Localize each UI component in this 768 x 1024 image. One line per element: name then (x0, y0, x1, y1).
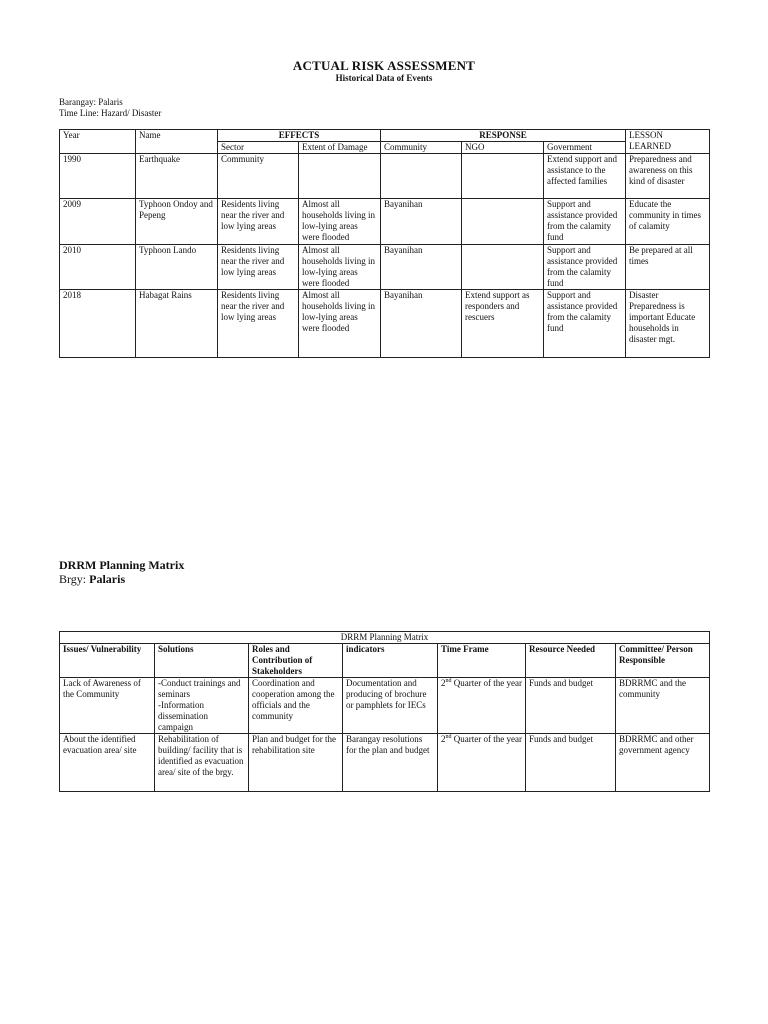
cell-government: Support and assistance provided from the calamity fund (544, 245, 626, 290)
table-row (60, 245, 710, 290)
page-subtitle: Historical Data of Events (335, 73, 433, 83)
header-ngo: NGO (462, 142, 544, 154)
cell-name: Habagat Rains (136, 290, 218, 358)
cell-government: Extend support and assistance to the affected families (544, 154, 626, 199)
cell-timeframe (438, 734, 526, 792)
cell-solutions: -Conduct trainings and seminars -Information dissemination campaign (155, 678, 249, 734)
cell-government: Support and assistance provided from the calamity fund (544, 290, 626, 358)
timeframe-number: 2 (441, 678, 446, 688)
cell-extent (299, 154, 381, 199)
header-name: Name (136, 130, 218, 154)
cell-extent: Almost all households living in low-lying areas were flooded (299, 245, 381, 290)
cell-roles: Plan and budget for the rehabilitation site (249, 734, 343, 792)
cell-lesson: Preparedness and awareness on this kind of disaster (626, 154, 710, 199)
page-title: ACTUAL RISK ASSESSMENT (292, 58, 476, 73)
header-roles: Roles and Contribution of Stakeholders (249, 644, 343, 678)
table-row (60, 734, 710, 792)
cell-name: Typhoon Lando (136, 245, 218, 290)
header-lesson: LESSON LEARNED (626, 130, 710, 154)
cell-sector: Residents living near the river and low lying areas (218, 199, 299, 245)
cell-resource: Funds and budget (526, 734, 616, 792)
header-resource: Resource Needed (526, 644, 616, 678)
timeframe-text: Quarter of the year (451, 734, 522, 744)
header-response: RESPONSE (381, 130, 626, 142)
cell-community: Bayanihan (381, 199, 462, 245)
cell-committee: BDRRMC and the community (616, 678, 710, 734)
cell-name: Typhoon Ondoy and Pepeng (136, 199, 218, 245)
cell-resource: Funds and budget (526, 678, 616, 734)
timeframe-text: Quarter of the year (451, 678, 522, 688)
cell-sector: Residents living near the river and low lying areas (218, 245, 299, 290)
cell-community: Bayanihan (381, 290, 462, 358)
cell-ngo (462, 154, 544, 199)
drrm-barangay-name: Palaris (89, 572, 126, 586)
cell-ngo (462, 245, 544, 290)
drrm-table-caption: DRRM Planning Matrix (60, 632, 710, 644)
header-sector: Sector (218, 142, 299, 154)
cell-extent: Almost all households living in low-lying areas were flooded (299, 290, 381, 358)
cell-issues: About the identified evacuation area/ site (60, 734, 155, 792)
cell-ngo (462, 199, 544, 245)
table-row (60, 290, 710, 358)
cell-lesson: Disaster Preparedness is important Educate households in disaster mgt. (626, 290, 710, 358)
cell-issues: Lack of Awareness of the Community (60, 678, 155, 734)
cell-name: Earthquake (136, 154, 218, 199)
cell-lesson: Educate the community in times of calamity (626, 199, 710, 245)
table-row (60, 154, 710, 199)
cell-lesson: Be prepared at all times (626, 245, 710, 290)
drrm-barangay-prefix: Brgy: (59, 572, 90, 586)
cell-ngo: Extend support as responders and rescuers (462, 290, 544, 358)
header-indicators: indicators (343, 644, 438, 678)
cell-indicators: Documentation and producing of brochure or pamphlets for IECs (343, 678, 438, 734)
cell-indicators: Barangay resolutions for the plan and budget (343, 734, 438, 792)
header-solutions: Solutions (155, 644, 249, 678)
header-extent: Extent of Damage (299, 142, 381, 154)
barangay-line: Barangay: Palaris (59, 97, 123, 107)
cell-roles: Coordination and cooperation among the officials and the community (249, 678, 343, 734)
timeframe-number: 2 (441, 734, 446, 744)
header-year: Year (60, 130, 136, 154)
header-effects: EFFECTS (218, 130, 381, 142)
cell-year: 2018 (60, 290, 136, 358)
cell-year: 2009 (60, 199, 136, 245)
drrm-barangay (59, 572, 125, 587)
cell-sector: Community (218, 154, 299, 199)
timeframe-suffix: nd (445, 678, 452, 684)
header-timeframe: Time Frame (438, 644, 526, 678)
cell-government: Support and assistance provided from the calamity fund (544, 199, 626, 245)
cell-solutions: Rehabilitation of building/ facility that is identified as evacuation area/ site of the brgy. (155, 734, 249, 792)
timeline-line: Time Line: Hazard/ Disaster (59, 108, 162, 118)
header-committee: Committee/ Person Responsible (616, 644, 710, 678)
cell-committee: BDRRMC and other government agency (616, 734, 710, 792)
timeframe-suffix: nd (445, 734, 452, 740)
cell-community (381, 154, 462, 199)
header-community: Community (381, 142, 462, 154)
drrm-planning-table (59, 631, 710, 792)
risk-assessment-table (59, 129, 710, 358)
cell-community: Bayanihan (381, 245, 462, 290)
table-row (60, 199, 710, 245)
cell-year: 2010 (60, 245, 136, 290)
table-row (60, 678, 710, 734)
cell-extent: Almost all households living in low-lying areas were flooded (299, 199, 381, 245)
header-government: Government (544, 142, 626, 154)
cell-year: 1990 (60, 154, 136, 199)
header-issues: Issues/ Vulnerability (60, 644, 155, 678)
drrm-heading: DRRM Planning Matrix (59, 558, 185, 572)
cell-timeframe (438, 678, 526, 734)
cell-sector: Residents living near the river and low lying areas (218, 290, 299, 358)
